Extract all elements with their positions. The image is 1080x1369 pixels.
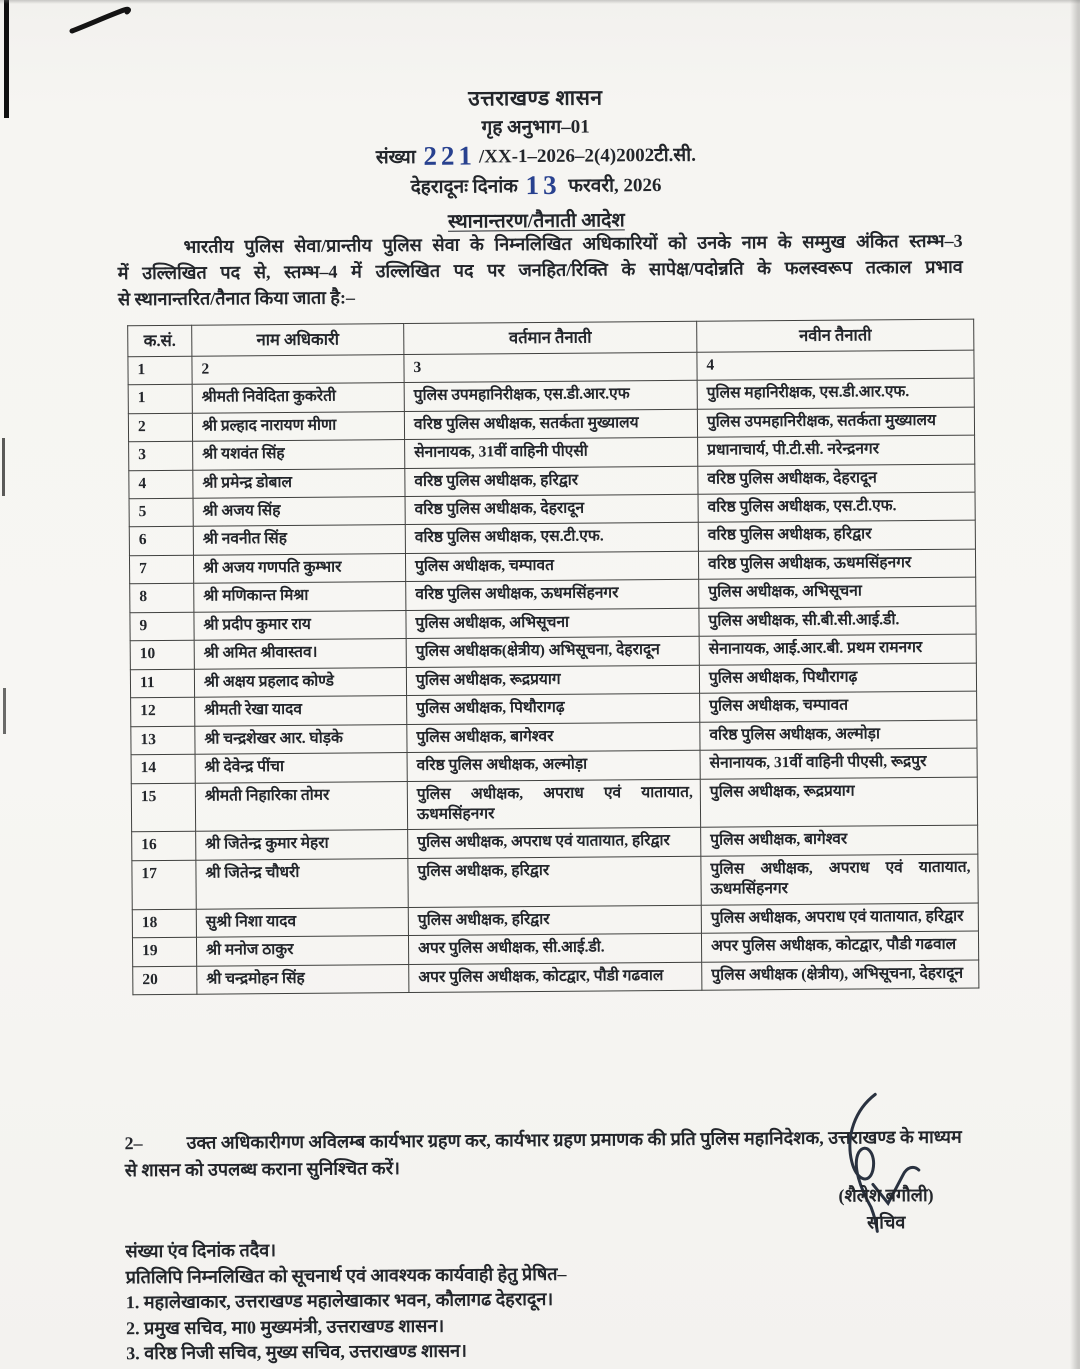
cell-sn: 7 [129, 555, 193, 584]
cell-new: वरिष्ठ पुलिस अधीक्षक, ऊधमसिंहनगर [698, 549, 975, 580]
cell-name: श्री देवेन्द्र पींचा [195, 753, 407, 783]
cell-name: श्री मणिकान्त मिश्रा [194, 582, 406, 612]
cell-sn: 16 [132, 832, 196, 861]
cell-new: पुलिस अधीक्षक, बागेश्वर [701, 826, 978, 857]
cell-name: श्रीमती रेखा यादव [195, 696, 407, 726]
paragraph-number: 2– [124, 1133, 143, 1154]
cell-sn: 3 [129, 441, 193, 470]
cell-current: पुलिस अधीक्षक, हरिद्वार [408, 905, 701, 936]
col-header-name: नाम अधिकारी [192, 324, 404, 356]
cell-new: पुलिस अधीक्षक, सी.बी.सी.आई.डी. [699, 606, 976, 637]
cell-current: पुलिस अधीक्षक, अपराध एवं यातायात, ऊधमसिंहनगर [407, 779, 700, 830]
cell-name: श्री जितेन्द्र कुमार मेहरा [196, 830, 408, 860]
cell-sn: 14 [131, 754, 195, 783]
cell-sn: 10 [130, 641, 194, 670]
cell-new: पुलिस अधीक्षक, पिथौरागढ़ [699, 663, 976, 694]
cell-new: अपर पुलिस अधीक्षक, कोटद्वार, पौडी गढवाल [701, 931, 978, 962]
cell-current: पुलिस अधीक्षक, बागेश्वर [407, 722, 700, 753]
cell-current: अपर पुलिस अधीक्षक, कोटद्वार, पौडी गढवाल [409, 962, 702, 993]
cell-name: श्री अजय गणपति कुम्भार [193, 553, 405, 583]
subject-text: स्थानान्तरण/तैनाती आदेश [447, 210, 625, 233]
cell-sn: 20 [133, 966, 197, 995]
cell-sn: 19 [132, 937, 196, 966]
col-number: 4 [697, 350, 974, 381]
col-header-new: नवीन तैनाती [697, 319, 974, 352]
table-row [131, 777, 977, 833]
government-title: उत्तराखण्ड शासन [468, 85, 603, 111]
department-section: गृह अनुभाग–01 [481, 116, 590, 139]
cell-name: श्री अक्षय प्रहलाद कोण्डे [194, 667, 406, 697]
cell-name: श्री चन्द्रमोहन सिंह [197, 964, 409, 994]
cell-current: पुलिस अधीक्षक, अपराध एवं यातायात, हरिद्वार [408, 828, 701, 859]
footer-line: संख्या एंव दिनांक तदैव। [125, 1240, 277, 1262]
cell-sn: 8 [130, 584, 194, 613]
copy-item: 2. प्रमुख सचिव, मा0 मुख्यमंत्री, उत्तराखण्ड शासन। [125, 1315, 445, 1338]
col-header-sn: क.सं. [128, 325, 192, 356]
transfer-order-table [127, 319, 979, 996]
cell-sn: 6 [129, 527, 193, 556]
cell-name: श्री प्रल्हाद नारायण मीणा [192, 411, 404, 441]
cell-new: पुलिस अधीक्षक, अपराध एवं यातायात, हरिद्वार [701, 903, 978, 934]
cell-current: पुलिस अधीक्षक, पिथौरागढ़ [407, 693, 700, 724]
intro-line: भारतीय पुलिस सेवा/प्रान्तीय पुलिस सेवा के निम्नलिखित अधिकारियों को उनके नाम के सम्मुख अंकित स्तम्भ–3 [183, 230, 963, 257]
paragraph-text: उक्त अधिकारीगण अविलम्ब कार्यभार ग्रहण कर, कार्यभार ग्रहण प्रमाणक की प्रति पुलिस महानिदेशक, उत्तराखण्ड के माध्यम से शासन को उपलब्ध कराना सुनिश्चित करें। [124, 1126, 962, 1181]
cell-name: श्रीमती निहारिका तोमर [195, 781, 407, 832]
col-number: 1 [128, 356, 192, 385]
cell-name: श्री मनोज ठाकुर [196, 936, 408, 966]
cell-current: पुलिस अधीक्षक, अभिसूचना [406, 608, 699, 639]
cell-new: पुलिस अधीक्षक, चम्पावत [700, 691, 977, 722]
cell-current: सेनानायक, 31वीं वाहिनी पीएसी [405, 437, 698, 468]
cell-sn: 12 [131, 697, 195, 726]
cell-name: श्रीमती निवेदिता कुकरेती [192, 383, 404, 413]
col-number: 2 [192, 354, 404, 384]
cell-sn: 18 [132, 909, 196, 938]
cell-name: श्री चन्द्रशेखर आर. घोड़के [195, 724, 407, 754]
cell-name: श्री जितेन्द्र चौधरी [196, 858, 408, 909]
table-row [133, 960, 979, 995]
intro-line: में उल्लिखित पद से, स्तम्भ–4 में उल्लिखित पद पर जनहित/रिक्ति के सापेक्ष/पदोन्नति के फलस्वरूप तत्काल प्रभाव [117, 256, 963, 284]
cell-current: पुलिस अधीक्षक, चम्पावत [405, 551, 698, 582]
cell-sn: 13 [131, 726, 195, 755]
intro-paragraph [117, 228, 963, 313]
footer-line: प्रतिलिपि निम्नलिखित को सूचनार्थ एवं आवश्यक कार्यवाही हेतु प्रेषित– [125, 1263, 567, 1287]
cell-new: वरिष्ठ पुलिस अधीक्षक, अल्मोड़ा [700, 720, 977, 751]
cell-current: वरिष्ठ पुलिस अधीक्षक, एस.टी.एफ. [405, 523, 698, 554]
cell-sn: 1 [128, 384, 192, 413]
order-number-handwritten: 221 [423, 140, 477, 171]
cell-new: पुलिस उपमहानिरीक्षक, सतर्कता मुख्यालय [697, 407, 974, 438]
cell-name: श्री प्रमेन्द्र डोबाल [193, 468, 405, 498]
cell-new: सेनानायक, आई.आर.बी. प्रथम रामनगर [699, 634, 976, 665]
cell-sn: 17 [132, 860, 196, 909]
signatory-title: सचिव [867, 1212, 906, 1233]
cell-current: पुलिस अधीक्षक, रूद्रप्रयाग [406, 665, 699, 696]
signatory-name: (शैलेश बगौली) [838, 1184, 934, 1206]
cell-name: श्री अजय सिंह [193, 497, 405, 527]
col-number: 3 [404, 352, 697, 383]
distribution-list [125, 1233, 986, 1367]
cell-sn: 15 [131, 783, 195, 832]
place-date-label: देहरादूनः दिनांक [410, 176, 518, 199]
cell-current: अपर पुलिस अधीक्षक, सी.आई.डी. [408, 934, 701, 965]
table-row [132, 854, 978, 910]
cell-new: वरिष्ठ पुलिस अधीक्षक, हरिद्वार [698, 521, 975, 552]
order-number-rest: /XX-1–2026–2(4)2002टी.सी. [478, 144, 696, 168]
cell-current: वरिष्ठ पुलिस अधीक्षक, हरिद्वार [405, 466, 698, 497]
cell-new: पुलिस अधीक्षक, अभिसूचना [699, 577, 976, 608]
cell-new: वरिष्ठ पुलिस अधीक्षक, देहरादून [698, 464, 975, 495]
col-header-current: वर्तमान तैनाती [404, 321, 697, 354]
cell-new: वरिष्ठ पुलिस अधीक्षक, एस.टी.एफ. [698, 492, 975, 523]
cell-current: वरिष्ठ पुलिस अधीक्षक, देहरादून [405, 494, 698, 525]
cell-name: श्री नवनीत सिंह [193, 525, 405, 555]
cell-new: पुलिस अधीक्षक, अपराध एवं यातायात, ऊधमसिंहनगर [701, 854, 978, 905]
cell-current: पुलिस अधीक्षक, हरिद्वार [408, 856, 701, 907]
order-number-label: संख्या [375, 146, 416, 169]
cell-name: श्री प्रदीप कुमार राय [194, 610, 406, 640]
cell-new: सेनानायक, 31वीं वाहिनी पीएसी, रूद्रपुर [700, 748, 977, 779]
cell-sn: 5 [129, 498, 193, 527]
cell-sn: 9 [130, 612, 194, 641]
cell-sn: 11 [130, 669, 194, 698]
signatory-block [776, 1181, 996, 1237]
cell-current: पुलिस अधीक्षक(क्षेत्रीय) अभिसूचना, देहरादून [406, 637, 699, 668]
cell-new: पुलिस अधीक्षक (क्षेत्रीय), अभिसूचना, देहरादून [702, 960, 979, 991]
cell-new: प्रधानाचार्य, पी.टी.सी. नरेन्द्रनगर [698, 435, 975, 466]
cell-sn: 2 [128, 413, 192, 442]
cell-new: पुलिस महानिरीक्षक, एस.डी.आर.एफ. [697, 378, 974, 409]
intro-line: से स्थानान्तरित/तैनात किया जाता है:– [117, 287, 356, 310]
cell-current: वरिष्ठ पुलिस अधीक्षक, सतर्कता मुख्यालय [404, 409, 697, 440]
cell-current: वरिष्ठ पुलिस अधीक्षक, ऊधमसिंहनगर [406, 580, 699, 611]
cell-current: वरिष्ठ पुलिस अधीक्षक, अल्मोड़ा [407, 750, 700, 781]
copy-item: 3. वरिष्ठ निजी सचिव, मुख्य सचिव, उत्तराखण्ड शासन। [126, 1340, 467, 1364]
cell-name: श्री अमित श्रीवास्तव। [194, 639, 406, 669]
cell-new: पुलिस अधीक्षक, रूद्रप्रयाग [700, 777, 977, 828]
copy-item: 1. महालेखाकार, उत्तराखण्ड महालेखाकार भवन, कौलागढ देहरादून। [125, 1288, 554, 1313]
date-rest: फरवरी, 2026 [568, 175, 662, 197]
cell-name: सुश्री निशा यादव [196, 907, 408, 937]
date-handwritten: 13 [525, 169, 561, 201]
cell-current: पुलिस उपमहानिरीक्षक, एस.डी.आर.एफ [404, 380, 697, 411]
cell-name: श्री यशवंत सिंह [193, 440, 405, 470]
cell-sn: 4 [129, 470, 193, 499]
